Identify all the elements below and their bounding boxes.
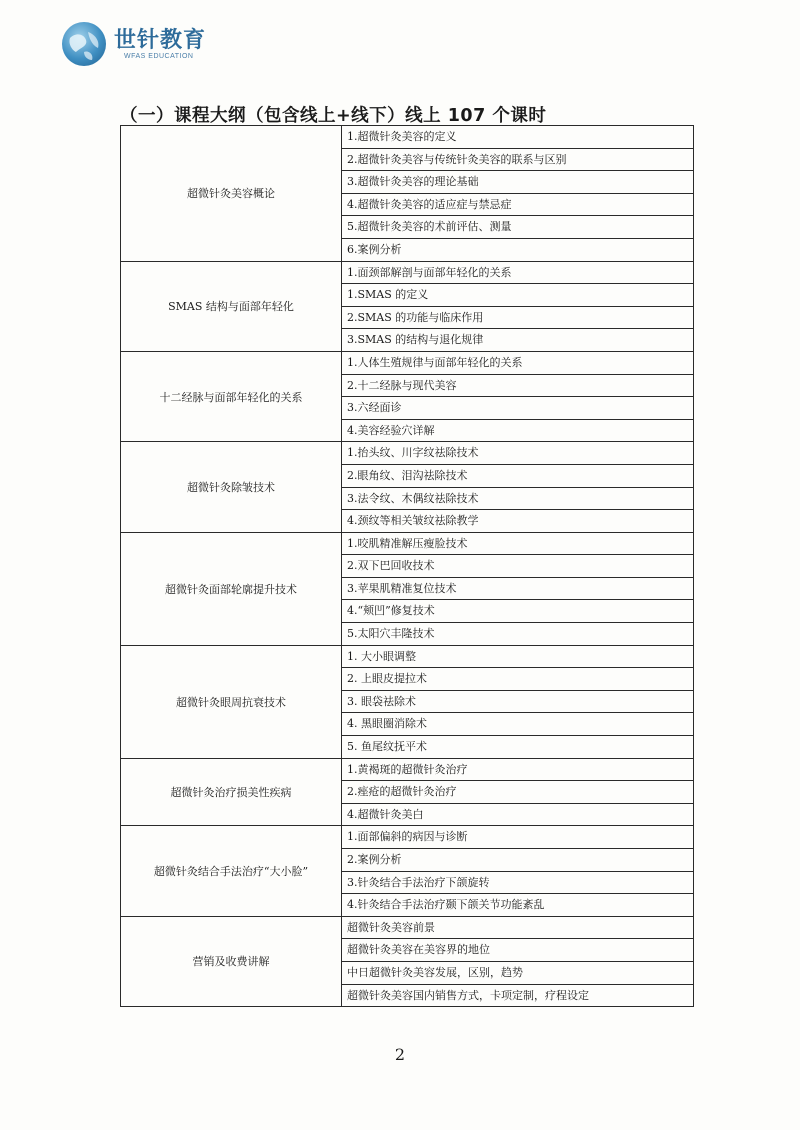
lesson-item: 4.针灸结合手法治疗颞下颌关节功能紊乱 <box>342 894 694 917</box>
lesson-item: 2.眼角纹、泪沟祛除技术 <box>342 464 694 487</box>
module-title: 超微针灸结合手法治疗“大小脸” <box>121 826 342 916</box>
lesson-item: 1.面部偏斜的病因与诊断 <box>342 826 694 849</box>
lesson-item: 5.太阳穴丰隆技术 <box>342 623 694 646</box>
module-title: 超微针灸眼周抗衰技术 <box>121 645 342 758</box>
lesson-item: 2. 上眼皮提拉术 <box>342 668 694 691</box>
table-row <box>121 442 694 465</box>
module-title: 超微针灸除皱技术 <box>121 442 342 532</box>
lesson-item: 5. 鱼尾纹抚平术 <box>342 736 694 759</box>
section-heading: （一）课程大纲（包含线上+线下）线上 107 个课时 <box>120 106 547 126</box>
table-row <box>121 126 694 149</box>
table-row <box>121 532 694 555</box>
lesson-item: 2.超微针灸美容与传统针灸美容的联系与区别 <box>342 148 694 171</box>
module-title: 营销及收费讲解 <box>121 916 342 1006</box>
logo-name-en: WFAS EDUCATION <box>124 52 194 60</box>
logo-name-cn: 世针教育 <box>114 27 207 53</box>
lesson-item: 3.法令纹、木偶纹祛除技术 <box>342 487 694 510</box>
lesson-item: 3.SMAS 的结构与退化规律 <box>342 329 694 352</box>
lesson-item: 2.十二经脉与现代美容 <box>342 374 694 397</box>
lesson-item: 3.六经面诊 <box>342 397 694 420</box>
lesson-item: 超微针灸美容前景 <box>342 916 694 939</box>
lesson-item: 1.抬头纹、川字纹祛除技术 <box>342 442 694 465</box>
table-row <box>121 916 694 939</box>
table-row <box>121 826 694 849</box>
table-row <box>121 261 694 284</box>
lesson-item: 5.超微针灸美容的术前评估、测量 <box>342 216 694 239</box>
lesson-item: 1. 大小眼调整 <box>342 645 694 668</box>
lesson-item: 4.超微针灸美容的适应症与禁忌症 <box>342 193 694 216</box>
lesson-item: 4. 黑眼圈消除术 <box>342 713 694 736</box>
lesson-item: 1.面颈部解剖与面部年轻化的关系 <box>342 261 694 284</box>
lesson-item: 4.超微针灸美白 <box>342 803 694 826</box>
lesson-item: 2.案例分析 <box>342 849 694 872</box>
module-title: 超微针灸面部轮廓提升技术 <box>121 532 342 645</box>
lesson-item: 4.“颊凹”修复技术 <box>342 600 694 623</box>
lesson-item: 3.针灸结合手法治疗下颌旋转 <box>342 871 694 894</box>
table-row <box>121 758 694 781</box>
lesson-item: 4.美容经验穴详解 <box>342 419 694 442</box>
lesson-item: 中日超微针灸美容发展，区别，趋势 <box>342 961 694 984</box>
module-title: 超微针灸治疗损美性疾病 <box>121 758 342 826</box>
lesson-item: 2.双下巴回收技术 <box>342 555 694 578</box>
lesson-item: 3.超微针灸美容的理论基础 <box>342 171 694 194</box>
lesson-item: 超微针灸美容在美容界的地位 <box>342 939 694 962</box>
lesson-item: 1.人体生殖规律与面部年轻化的关系 <box>342 351 694 374</box>
module-title: SMAS 结构与面部年轻化 <box>121 261 342 351</box>
lesson-item: 3.苹果肌精准复位技术 <box>342 577 694 600</box>
course-outline-table <box>120 125 694 1007</box>
module-title: 超微针灸美容概论 <box>121 126 342 262</box>
module-title: 十二经脉与面部年轻化的关系 <box>121 351 342 441</box>
logo <box>62 20 206 68</box>
globe-icon <box>62 22 106 66</box>
table-row <box>121 645 694 668</box>
page-number: 2 <box>394 1045 406 1064</box>
lesson-item: 1.咬肌精准解压瘦脸技术 <box>342 532 694 555</box>
lesson-item: 6.案例分析 <box>342 238 694 261</box>
lesson-item: 3. 眼袋祛除术 <box>342 690 694 713</box>
lesson-item: 4.颈纹等相关皱纹祛除教学 <box>342 510 694 533</box>
lesson-item: 1.黄褐斑的超微针灸治疗 <box>342 758 694 781</box>
lesson-item: 2.SMAS 的功能与临床作用 <box>342 306 694 329</box>
lesson-item: 1.SMAS 的定义 <box>342 284 694 307</box>
lesson-item: 超微针灸美容国内销售方式，卡项定制，疗程设定 <box>342 984 694 1007</box>
lesson-item: 2.痤疮的超微针灸治疗 <box>342 781 694 804</box>
lesson-item: 1.超微针灸美容的定义 <box>342 126 694 149</box>
table-row <box>121 351 694 374</box>
